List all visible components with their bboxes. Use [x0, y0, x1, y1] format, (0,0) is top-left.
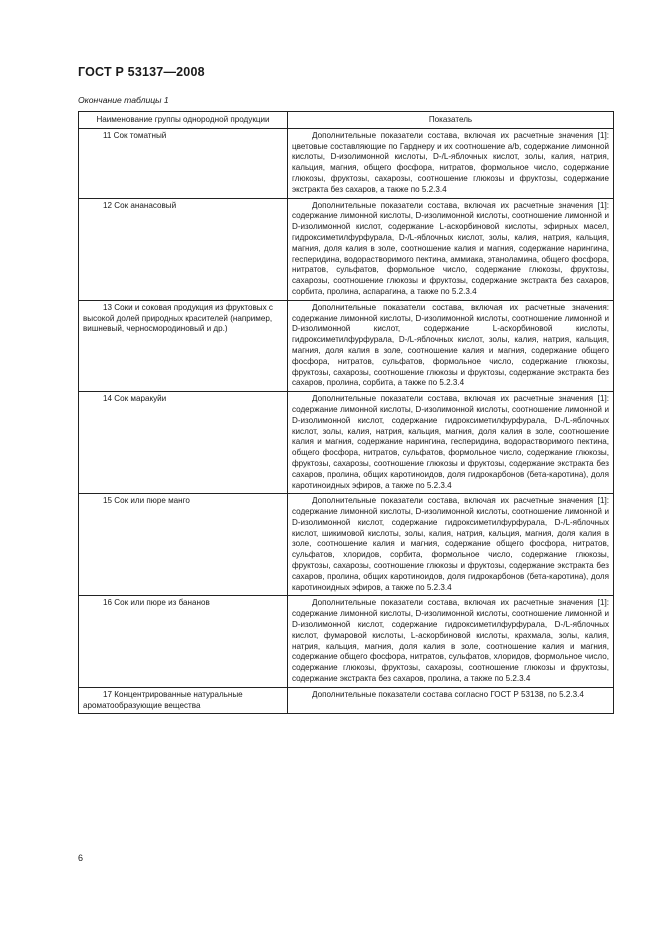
page-number: 6 — [78, 853, 84, 863]
product-group-cell: 12 Сок ананасовый — [79, 198, 288, 300]
table-row — [79, 300, 614, 391]
indicator-cell: Дополнительные показатели состава согласно ГОСТ Р 53138, по 5.2.3.4 — [288, 687, 614, 714]
column-header-indicator: Показатель — [288, 112, 614, 129]
table-caption: Окончание таблицы 1 — [78, 95, 169, 105]
indicator-cell: Дополнительные показатели состава, включая их расчетные значения [1]: содержание лимонной кислоты, D-изолимонной кислоты, соотношение лимонной и D-изолимонной кислот, содержание гидроксиметилфурфурала, D-/L-яблочных кислот, фумаровой кислоты, L-аскорбиновой кислоты, крахмала, золы, калия, натрия, кальция, магния, доля калия в золе, соотношение калия и магния, содержание общего фосфора, нитратов, сульфатов, хлоридов, формольное число, содержание глюкозы, фруктозы, сахарозы, соотношение глюкозы и фруктозы, содержание экстракта без сахаров, пролина, а также по 5.2.3.4 — [288, 596, 614, 687]
table-row — [79, 198, 614, 300]
table-row — [79, 494, 614, 596]
column-header-product-group: Наименование группы однородной продукции — [79, 112, 288, 129]
product-group-cell: 16 Сок или пюре из бананов — [79, 596, 288, 687]
product-group-cell: 15 Сок или пюре манго — [79, 494, 288, 596]
indicator-cell: Дополнительные показатели состава, включая их расчетные значения [1]: содержание лимонной кислоты, D-изолимонной кислоты, соотношение лимонной и D-изолимонной кислот, содержание гидроксиметилфурфурала, D-/L-яблочных кислот, шикимовой кислоты, золы, калия, натрия, кальция, магния, доля калия в золе, соотношение калия и магния, содержание общего фосфора, нитратов, сульфатов, хлоридов, сорбита, формольное число, содержание глюкозы, фруктозы, сахарозы, соотношение глюкозы и фруктозы, содержание экстракта без сахаров, пролина, общих каротиноидов, доля гидрокарбонов (бета-каротина), доля каротиноидных эфиров, а также по 5.2.3.4 — [288, 494, 614, 596]
indicator-cell: Дополнительные показатели состава, включая их расчетные значения [1]: цветовые составляющие по Гарднеру и их соотношение a/b, содержание лимонной кислоты, D-изолимонной кислоты, D-/L-яблочных кислот, золы, калия, натрия, кальция, магния, общего фосфора, нитратов, формольное число, содержание глюкозы, фруктозы, сахарозы, соотношение глюкозы и фруктозы, содержание экстракта без сахаров, а также по 5.2.3.4 — [288, 128, 614, 198]
document-header: ГОСТ Р 53137—2008 — [78, 65, 205, 79]
product-group-cell: 11 Сок томатный — [79, 128, 288, 198]
table-row — [79, 687, 614, 714]
product-group-cell: 13 Соки и соковая продукция из фруктовых с высокой долей природных красителей (например, вишневый, черносмородиновый и др.) — [79, 300, 288, 391]
table-row — [79, 128, 614, 198]
table-row — [79, 596, 614, 687]
product-group-cell: 14 Сок маракуйи — [79, 392, 288, 494]
product-group-cell: 17 Концентрированные натуральные ароматообразующие вещества — [79, 687, 288, 714]
indicator-cell: Дополнительные показатели состава, включая их расчетные значения [1]: содержание лимонной кислоты, D-изолимонной кислоты, соотношение лимонной и D-изолимонной кислот, содержание L-аскорбиновой кислоты, эфирных масел, гидроксиметилфурфурала, D-/L-яблочных кислот, золы, калия, натрия, кальция, магния, доля калия в золе, соотношение калия и магния, содержание нарингина, гесперидина, водорастворимого пектина, аммиака, этаноламина, общего фосфора, нитратов, сульфатов, формольное число, содержание глюкозы, фруктозы, сахарозы, соотношение глюкозы и фруктозы, содержание экстракта без сахаров, сорбита, пролина, аспарагина, а также по 5.2.3.4 — [288, 198, 614, 300]
indicator-cell: Дополнительные показатели состава, включая их расчетные значения [1]: содержание лимонной кислоты, D-изолимонной кислоты, соотношение лимонной и D-изолимонной кислот, содержание гидроксиметилфурфурала, D-/L-яблочных кислот, золы, калия, натрия, кальция, магния, доля калия в золе, соотношение калия и магния, содержание нарингина, гесперидина, водорастворимого пектина, общего фосфора, нитратов, сульфатов, формольное число, содержание глюкозы, фруктозы, сахарозы, соотношение глюкозы и фруктозы, содержание экстракта без сахаров, пролина, общих каротиноидов, доля гидрокарбонов (бета-каротина), доля каротиноидных эфиров, а также по 5.2.3.4 — [288, 392, 614, 494]
indicator-cell: Дополнительные показатели состава, включая их расчетные значения: содержание лимонной кислоты, D-изолимонной кислоты, соотношение лимонной и D-изолимонной кислот, содержание L-аскорбиновой кислоты, гидроксиметилфурфурала, D-/L-яблочных кислот, золы, калия, натрия, кальция, магния, доля калия в золе, соотношение калия и магния, содержание общего фосфора, нитратов, сульфатов, формольное число, содержание глюкозы, фруктозы, сахарозы, соотношение глюкозы и фруктозы, содержание экстракта без сахаров, пролина, сорбита, а также по 5.2.3.4 — [288, 300, 614, 391]
indicators-table — [78, 111, 614, 714]
table-row — [79, 392, 614, 494]
table-header-row — [79, 112, 614, 129]
